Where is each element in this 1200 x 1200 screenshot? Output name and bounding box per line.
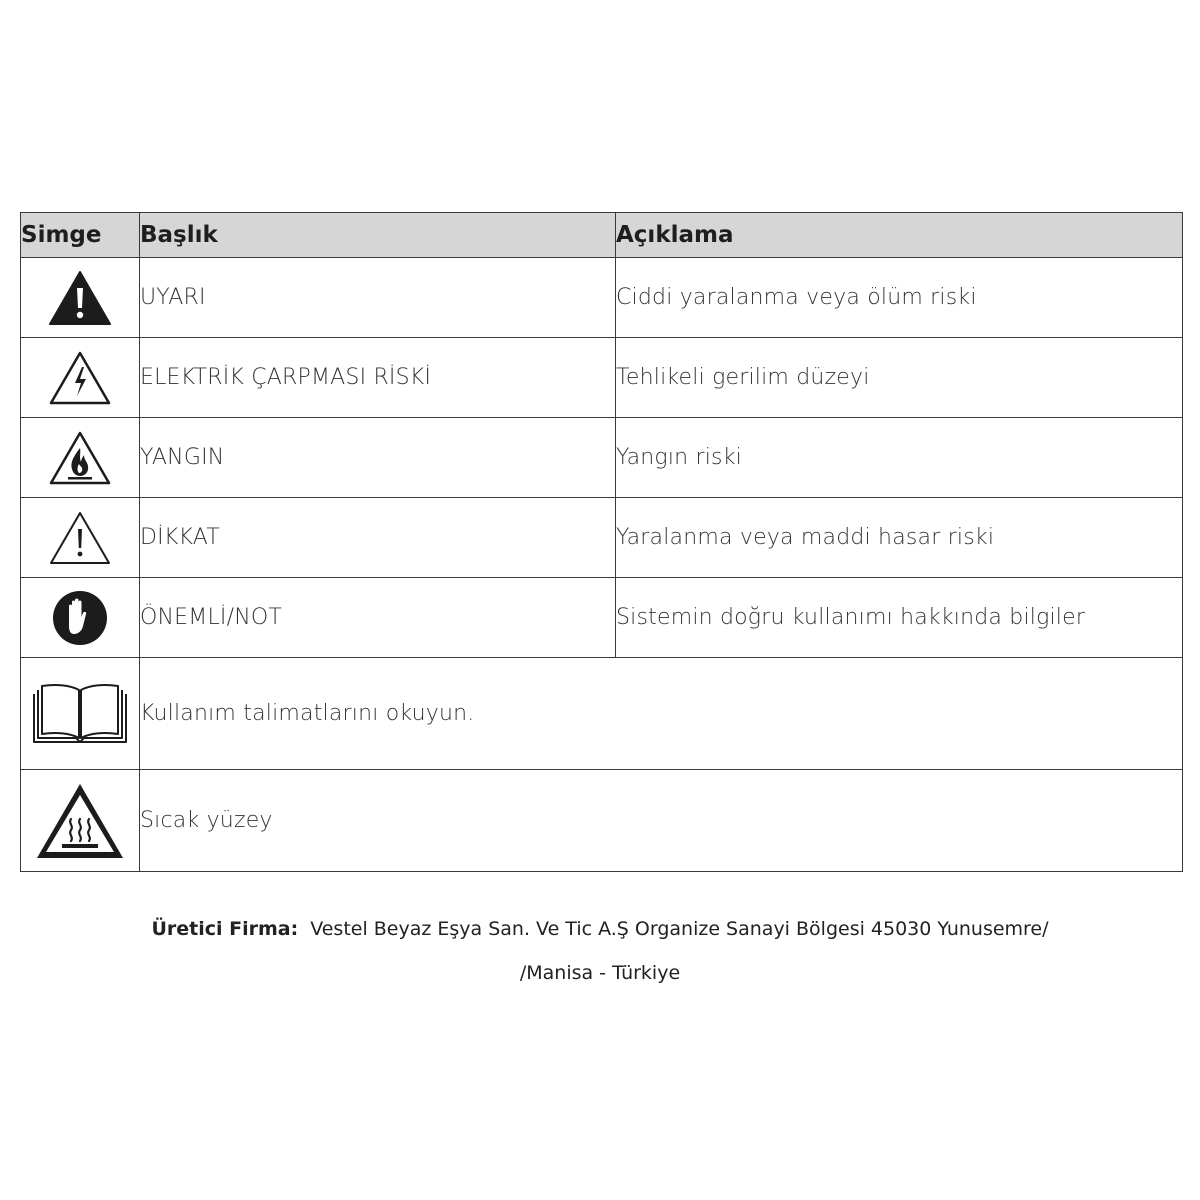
manufacturer-address-2: /Manisa - Türkiye <box>519 962 681 984</box>
fire-icon <box>48 430 112 486</box>
hot-surface-icon <box>34 781 126 861</box>
table-row <box>21 498 1183 578</box>
row-text: Kullanım talimatlarını okuyun. <box>140 658 1183 770</box>
electric-shock-icon <box>48 350 112 406</box>
table-row <box>21 658 1183 770</box>
row-description: Ciddi yaralanma veya ölüm riski <box>616 258 1183 338</box>
row-description: Yangın riski <box>616 418 1183 498</box>
table-row <box>21 578 1183 658</box>
row-text: Sıcak yüzey <box>140 770 1183 872</box>
table-row <box>21 338 1183 418</box>
table-row <box>21 418 1183 498</box>
header-symbol: Simge <box>21 213 140 258</box>
manufacturer-line <box>0 918 1200 940</box>
row-description: Tehlikeli gerilim düzeyi <box>616 338 1183 418</box>
row-title: UYARI <box>140 258 616 338</box>
row-title: YANGIN <box>140 418 616 498</box>
row-title: ÖNEMLİ/NOT <box>140 578 616 658</box>
warning-filled-icon <box>48 270 112 326</box>
table-row <box>21 770 1183 872</box>
header-title: Başlık <box>140 213 616 258</box>
row-title: ELEKTRİK ÇARPMASI RİSKİ <box>140 338 616 418</box>
table-row <box>21 258 1183 338</box>
stop-hand-icon <box>50 588 110 648</box>
header-description: Açıklama <box>616 213 1183 258</box>
row-description: Yaralanma veya maddi hasar riski <box>616 498 1183 578</box>
manufacturer-label: Üretici Firma: <box>151 918 299 940</box>
table-header-row <box>21 213 1183 258</box>
row-title: DİKKAT <box>140 498 616 578</box>
read-manual-icon <box>32 682 128 746</box>
manufacturer-address-1: Vestel Beyaz Eşya San. Ve Tic A.Ş Organize Sanayi Bölgesi 45030 Yunusemre/ <box>310 918 1049 940</box>
caution-icon <box>48 510 112 566</box>
row-description: Sistemin doğru kullanımı hakkında bilgiler <box>616 578 1183 658</box>
symbols-table <box>20 212 1183 872</box>
